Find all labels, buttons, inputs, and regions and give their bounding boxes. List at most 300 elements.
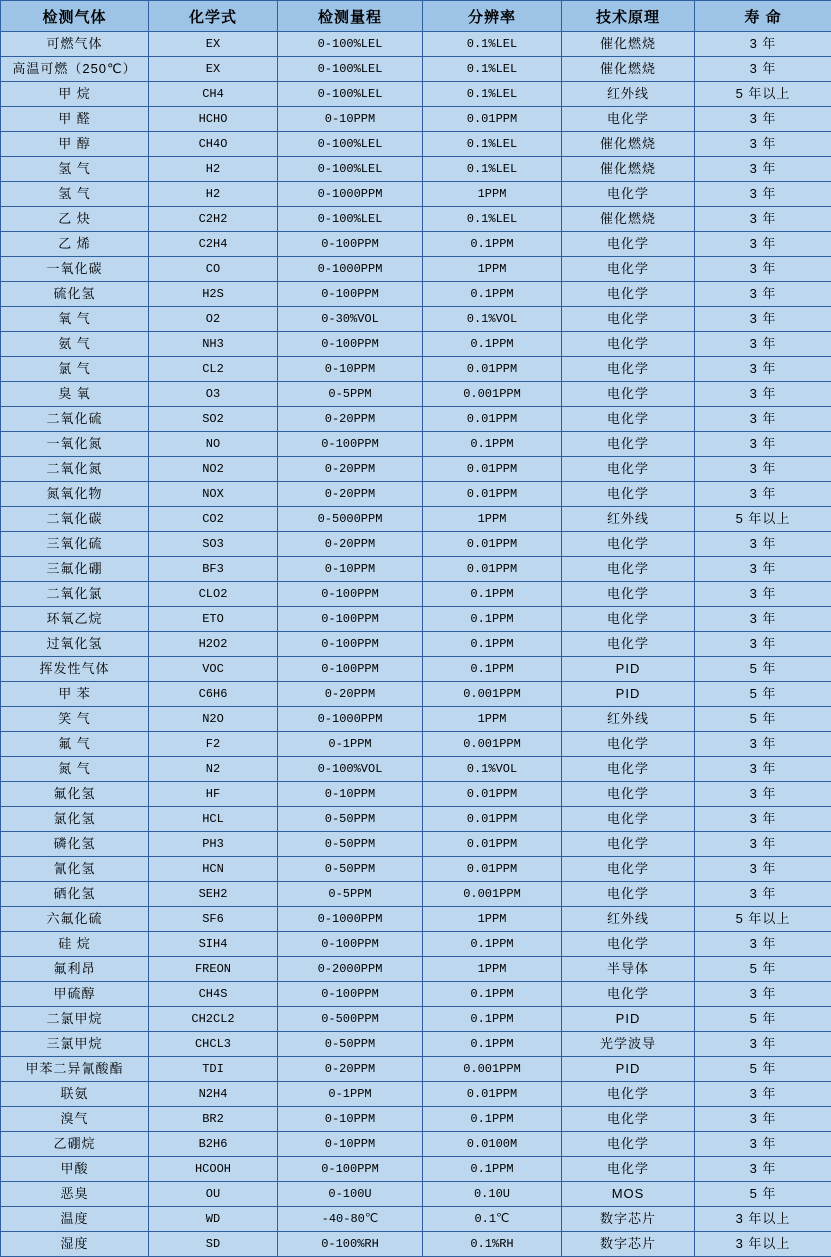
- cell-technology-principle: 电化学: [562, 632, 695, 657]
- cell-gas-name: 三氧化硫: [1, 532, 149, 557]
- cell-detection-range: 0-20PPM: [278, 482, 423, 507]
- cell-chemical-formula: SO3: [149, 532, 278, 557]
- cell-detection-range: 0-100%LEL: [278, 57, 423, 82]
- cell-resolution: 0.1%LEL: [423, 32, 562, 57]
- cell-gas-name: 环氧乙烷: [1, 607, 149, 632]
- cell-detection-range: 0-100U: [278, 1182, 423, 1207]
- cell-resolution: 0.1PPM: [423, 1107, 562, 1132]
- table-row: [1, 882, 831, 907]
- cell-detection-range: 0-50PPM: [278, 1032, 423, 1057]
- cell-detection-range: 0-100PPM: [278, 632, 423, 657]
- table-row: [1, 1107, 831, 1132]
- cell-gas-name: 氮 气: [1, 757, 149, 782]
- cell-chemical-formula: N2O: [149, 707, 278, 732]
- cell-chemical-formula: WD: [149, 1207, 278, 1232]
- cell-gas-name: 高温可燃（250℃）: [1, 57, 149, 82]
- cell-lifespan: 3 年: [695, 857, 831, 882]
- cell-gas-name: 氯化氢: [1, 807, 149, 832]
- cell-technology-principle: 催化燃烧: [562, 157, 695, 182]
- table-row: [1, 432, 831, 457]
- cell-detection-range: 0-100PPM: [278, 1157, 423, 1182]
- cell-lifespan: 5 年: [695, 1182, 831, 1207]
- cell-lifespan: 3 年: [695, 1157, 831, 1182]
- cell-detection-range: 0-100PPM: [278, 582, 423, 607]
- cell-technology-principle: 电化学: [562, 107, 695, 132]
- cell-technology-principle: 电化学: [562, 332, 695, 357]
- cell-detection-range: 0-1PPM: [278, 1082, 423, 1107]
- table-row: [1, 1132, 831, 1157]
- cell-gas-name: 恶臭: [1, 1182, 149, 1207]
- cell-lifespan: 5 年: [695, 657, 831, 682]
- cell-gas-name: 联氨: [1, 1082, 149, 1107]
- cell-technology-principle: 电化学: [562, 757, 695, 782]
- cell-lifespan: 3 年: [695, 757, 831, 782]
- cell-gas-name: 氟化氢: [1, 782, 149, 807]
- cell-technology-principle: 电化学: [562, 582, 695, 607]
- table-row: [1, 657, 831, 682]
- cell-resolution: 0.01PPM: [423, 557, 562, 582]
- cell-technology-principle: 电化学: [562, 782, 695, 807]
- cell-lifespan: 3 年: [695, 332, 831, 357]
- cell-gas-name: 六氟化硫: [1, 907, 149, 932]
- cell-detection-range: 0-50PPM: [278, 832, 423, 857]
- cell-resolution: 0.1PPM: [423, 607, 562, 632]
- cell-chemical-formula: H2O2: [149, 632, 278, 657]
- cell-resolution: 0.1PPM: [423, 432, 562, 457]
- cell-technology-principle: PID: [562, 682, 695, 707]
- cell-detection-range: 0-30%VOL: [278, 307, 423, 332]
- table-row: [1, 332, 831, 357]
- cell-technology-principle: PID: [562, 1057, 695, 1082]
- table-row: [1, 1182, 831, 1207]
- cell-chemical-formula: CO: [149, 257, 278, 282]
- cell-chemical-formula: CLO2: [149, 582, 278, 607]
- cell-resolution: 1PPM: [423, 707, 562, 732]
- column-header-detection-range: 检测量程: [278, 1, 423, 32]
- cell-resolution: 0.1PPM: [423, 1157, 562, 1182]
- cell-technology-principle: 电化学: [562, 457, 695, 482]
- cell-gas-name: 氢 气: [1, 182, 149, 207]
- cell-technology-principle: 红外线: [562, 82, 695, 107]
- cell-technology-principle: 电化学: [562, 1157, 695, 1182]
- cell-resolution: 1PPM: [423, 257, 562, 282]
- cell-lifespan: 5 年: [695, 1007, 831, 1032]
- cell-lifespan: 5 年以上: [695, 907, 831, 932]
- cell-resolution: 0.001PPM: [423, 732, 562, 757]
- cell-lifespan: 3 年: [695, 282, 831, 307]
- table-row: [1, 1157, 831, 1182]
- table-row: [1, 532, 831, 557]
- cell-chemical-formula: PH3: [149, 832, 278, 857]
- cell-chemical-formula: CH2CL2: [149, 1007, 278, 1032]
- cell-resolution: 0.01PPM: [423, 107, 562, 132]
- table-row: [1, 457, 831, 482]
- cell-detection-range: 0-1000PPM: [278, 182, 423, 207]
- cell-resolution: 0.1%LEL: [423, 82, 562, 107]
- cell-technology-principle: 电化学: [562, 832, 695, 857]
- cell-technology-principle: 电化学: [562, 557, 695, 582]
- cell-gas-name: 甲 醇: [1, 132, 149, 157]
- table-row: [1, 632, 831, 657]
- cell-gas-name: 甲 苯: [1, 682, 149, 707]
- cell-technology-principle: 电化学: [562, 932, 695, 957]
- cell-lifespan: 3 年: [695, 557, 831, 582]
- cell-detection-range: 0-5PPM: [278, 882, 423, 907]
- cell-gas-name: 湿度: [1, 1232, 149, 1257]
- cell-gas-name: 氯 气: [1, 357, 149, 382]
- cell-gas-name: 氰化氢: [1, 857, 149, 882]
- cell-chemical-formula: NH3: [149, 332, 278, 357]
- table-row: [1, 907, 831, 932]
- table-row: [1, 57, 831, 82]
- cell-technology-principle: 电化学: [562, 382, 695, 407]
- cell-resolution: 0.01PPM: [423, 482, 562, 507]
- cell-lifespan: 3 年: [695, 932, 831, 957]
- cell-chemical-formula: BF3: [149, 557, 278, 582]
- cell-gas-name: 氟 气: [1, 732, 149, 757]
- cell-lifespan: 5 年: [695, 682, 831, 707]
- cell-resolution: 0.1PPM: [423, 932, 562, 957]
- cell-chemical-formula: CHCL3: [149, 1032, 278, 1057]
- cell-detection-range: 0-20PPM: [278, 532, 423, 557]
- cell-resolution: 1PPM: [423, 907, 562, 932]
- cell-lifespan: 3 年: [695, 382, 831, 407]
- cell-gas-name: 甲苯二异氰酸酯: [1, 1057, 149, 1082]
- table-row: [1, 932, 831, 957]
- table-row: [1, 82, 831, 107]
- cell-detection-range: 0-10PPM: [278, 782, 423, 807]
- table-row: [1, 132, 831, 157]
- cell-technology-principle: 电化学: [562, 407, 695, 432]
- cell-chemical-formula: C2H4: [149, 232, 278, 257]
- cell-chemical-formula: OU: [149, 1182, 278, 1207]
- cell-gas-name: 三氯甲烷: [1, 1032, 149, 1057]
- cell-technology-principle: 数字芯片: [562, 1232, 695, 1257]
- cell-detection-range: 0-100%LEL: [278, 157, 423, 182]
- cell-chemical-formula: H2: [149, 182, 278, 207]
- cell-lifespan: 3 年: [695, 882, 831, 907]
- cell-detection-range: 0-100%LEL: [278, 82, 423, 107]
- cell-detection-range: 0-20PPM: [278, 682, 423, 707]
- cell-resolution: 0.01PPM: [423, 532, 562, 557]
- cell-resolution: 0.1%VOL: [423, 757, 562, 782]
- table-row: [1, 207, 831, 232]
- cell-gas-name: 一氧化氮: [1, 432, 149, 457]
- cell-chemical-formula: BR2: [149, 1107, 278, 1132]
- cell-resolution: 0.1PPM: [423, 582, 562, 607]
- cell-gas-name: 氮氧化物: [1, 482, 149, 507]
- cell-chemical-formula: C6H6: [149, 682, 278, 707]
- cell-detection-range: 0-10PPM: [278, 557, 423, 582]
- cell-detection-range: 0-20PPM: [278, 457, 423, 482]
- cell-resolution: 0.01PPM: [423, 832, 562, 857]
- cell-lifespan: 3 年: [695, 457, 831, 482]
- cell-resolution: 0.1PPM: [423, 982, 562, 1007]
- table-row: [1, 157, 831, 182]
- cell-gas-name: 溴气: [1, 1107, 149, 1132]
- cell-detection-range: 0-100PPM: [278, 932, 423, 957]
- cell-resolution: 0.001PPM: [423, 382, 562, 407]
- cell-lifespan: 3 年: [695, 182, 831, 207]
- cell-lifespan: 3 年: [695, 57, 831, 82]
- cell-technology-principle: 数字芯片: [562, 1207, 695, 1232]
- cell-resolution: 0.01PPM: [423, 807, 562, 832]
- cell-technology-principle: 电化学: [562, 282, 695, 307]
- cell-gas-name: 挥发性气体: [1, 657, 149, 682]
- cell-technology-principle: 红外线: [562, 507, 695, 532]
- cell-resolution: 1PPM: [423, 507, 562, 532]
- table-row: [1, 407, 831, 432]
- table-row: [1, 557, 831, 582]
- cell-gas-name: 硫化氢: [1, 282, 149, 307]
- cell-lifespan: 3 年: [695, 1082, 831, 1107]
- table-row: [1, 982, 831, 1007]
- cell-detection-range: 0-100PPM: [278, 657, 423, 682]
- cell-resolution: 1PPM: [423, 957, 562, 982]
- cell-resolution: 0.001PPM: [423, 682, 562, 707]
- table-row: [1, 1232, 831, 1257]
- cell-chemical-formula: NO2: [149, 457, 278, 482]
- cell-lifespan: 3 年: [695, 1107, 831, 1132]
- cell-resolution: 0.001PPM: [423, 882, 562, 907]
- cell-chemical-formula: ETO: [149, 607, 278, 632]
- cell-chemical-formula: EX: [149, 57, 278, 82]
- cell-technology-principle: 电化学: [562, 182, 695, 207]
- cell-technology-principle: 电化学: [562, 732, 695, 757]
- cell-gas-name: 磷化氢: [1, 832, 149, 857]
- cell-technology-principle: 电化学: [562, 607, 695, 632]
- table-row: [1, 182, 831, 207]
- cell-technology-principle: 电化学: [562, 232, 695, 257]
- cell-technology-principle: 电化学: [562, 807, 695, 832]
- cell-lifespan: 5 年以上: [695, 507, 831, 532]
- cell-gas-name: 乙 烯: [1, 232, 149, 257]
- cell-technology-principle: 催化燃烧: [562, 32, 695, 57]
- cell-gas-name: 氟利昂: [1, 957, 149, 982]
- cell-chemical-formula: NOX: [149, 482, 278, 507]
- cell-lifespan: 3 年以上: [695, 1207, 831, 1232]
- cell-chemical-formula: VOC: [149, 657, 278, 682]
- cell-detection-range: 0-1PPM: [278, 732, 423, 757]
- cell-lifespan: 3 年: [695, 132, 831, 157]
- cell-gas-name: 甲酸: [1, 1157, 149, 1182]
- cell-lifespan: 3 年: [695, 32, 831, 57]
- cell-chemical-formula: SIH4: [149, 932, 278, 957]
- cell-detection-range: 0-100PPM: [278, 982, 423, 1007]
- cell-lifespan: 3 年: [695, 532, 831, 557]
- cell-detection-range: 0-100PPM: [278, 232, 423, 257]
- table-header: [1, 1, 831, 32]
- cell-gas-name: 过氧化氢: [1, 632, 149, 657]
- cell-detection-range: 0-10PPM: [278, 1132, 423, 1157]
- cell-technology-principle: 电化学: [562, 1107, 695, 1132]
- cell-technology-principle: 电化学: [562, 982, 695, 1007]
- cell-technology-principle: 电化学: [562, 1132, 695, 1157]
- cell-resolution: 0.1%LEL: [423, 57, 562, 82]
- cell-resolution: 0.1PPM: [423, 657, 562, 682]
- column-header-resolution: 分辨率: [423, 1, 562, 32]
- table-row: [1, 1207, 831, 1232]
- cell-chemical-formula: EX: [149, 32, 278, 57]
- cell-detection-range: 0-5000PPM: [278, 507, 423, 532]
- cell-lifespan: 3 年: [695, 257, 831, 282]
- cell-chemical-formula: O3: [149, 382, 278, 407]
- cell-detection-range: 0-1000PPM: [278, 907, 423, 932]
- cell-chemical-formula: HF: [149, 782, 278, 807]
- cell-lifespan: 3 年: [695, 582, 831, 607]
- cell-chemical-formula: CO2: [149, 507, 278, 532]
- cell-gas-name: 甲 醛: [1, 107, 149, 132]
- cell-detection-range: 0-100PPM: [278, 432, 423, 457]
- table-row: [1, 1032, 831, 1057]
- cell-lifespan: 3 年: [695, 157, 831, 182]
- cell-technology-principle: 电化学: [562, 857, 695, 882]
- cell-detection-range: 0-100PPM: [278, 282, 423, 307]
- cell-lifespan: 5 年: [695, 957, 831, 982]
- cell-lifespan: 3 年: [695, 357, 831, 382]
- cell-gas-name: 温度: [1, 1207, 149, 1232]
- cell-lifespan: 3 年: [695, 207, 831, 232]
- cell-resolution: 0.01PPM: [423, 857, 562, 882]
- cell-technology-principle: 电化学: [562, 357, 695, 382]
- cell-chemical-formula: SO2: [149, 407, 278, 432]
- cell-resolution: 0.10U: [423, 1182, 562, 1207]
- table-row: [1, 707, 831, 732]
- table-row: [1, 582, 831, 607]
- cell-lifespan: 3 年: [695, 432, 831, 457]
- cell-lifespan: 5 年: [695, 707, 831, 732]
- cell-resolution: 0.1PPM: [423, 332, 562, 357]
- table-row: [1, 232, 831, 257]
- table-row: [1, 357, 831, 382]
- cell-gas-name: 三氟化硼: [1, 557, 149, 582]
- cell-gas-name: 二氧化碳: [1, 507, 149, 532]
- cell-resolution: 0.01PPM: [423, 407, 562, 432]
- cell-gas-name: 二氧化氯: [1, 582, 149, 607]
- cell-gas-name: 二氧化硫: [1, 407, 149, 432]
- cell-gas-name: 二氧化氮: [1, 457, 149, 482]
- cell-chemical-formula: HCN: [149, 857, 278, 882]
- cell-chemical-formula: CH4S: [149, 982, 278, 1007]
- cell-detection-range: -40-80℃: [278, 1207, 423, 1232]
- cell-technology-principle: 电化学: [562, 432, 695, 457]
- cell-gas-name: 笑 气: [1, 707, 149, 732]
- cell-gas-name: 甲 烷: [1, 82, 149, 107]
- table-row: [1, 32, 831, 57]
- cell-technology-principle: 半导体: [562, 957, 695, 982]
- cell-detection-range: 0-100%LEL: [278, 132, 423, 157]
- cell-resolution: 0.01PPM: [423, 782, 562, 807]
- cell-gas-name: 乙 炔: [1, 207, 149, 232]
- column-header-gas-name: 检测气体: [1, 1, 149, 32]
- cell-technology-principle: 催化燃烧: [562, 57, 695, 82]
- cell-lifespan: 3 年: [695, 232, 831, 257]
- cell-gas-name: 可燃气体: [1, 32, 149, 57]
- cell-detection-range: 0-10PPM: [278, 1107, 423, 1132]
- cell-resolution: 0.1PPM: [423, 282, 562, 307]
- cell-detection-range: 0-2000PPM: [278, 957, 423, 982]
- table-row: [1, 482, 831, 507]
- cell-chemical-formula: HCL: [149, 807, 278, 832]
- cell-chemical-formula: SF6: [149, 907, 278, 932]
- cell-gas-name: 氧 气: [1, 307, 149, 332]
- cell-lifespan: 3 年: [695, 782, 831, 807]
- cell-technology-principle: 光学波导: [562, 1032, 695, 1057]
- cell-chemical-formula: FREON: [149, 957, 278, 982]
- table-row: [1, 107, 831, 132]
- cell-chemical-formula: N2: [149, 757, 278, 782]
- cell-chemical-formula: CH4: [149, 82, 278, 107]
- cell-lifespan: 3 年: [695, 407, 831, 432]
- cell-detection-range: 0-100PPM: [278, 607, 423, 632]
- cell-gas-name: 二氯甲烷: [1, 1007, 149, 1032]
- cell-gas-name: 氢 气: [1, 157, 149, 182]
- cell-technology-principle: 催化燃烧: [562, 132, 695, 157]
- cell-detection-range: 0-500PPM: [278, 1007, 423, 1032]
- cell-gas-name: 乙硼烷: [1, 1132, 149, 1157]
- cell-resolution: 0.1%LEL: [423, 132, 562, 157]
- cell-gas-name: 氨 气: [1, 332, 149, 357]
- cell-detection-range: 0-10PPM: [278, 357, 423, 382]
- table-row: [1, 957, 831, 982]
- cell-lifespan: 3 年: [695, 807, 831, 832]
- cell-lifespan: 3 年: [695, 307, 831, 332]
- cell-lifespan: 3 年: [695, 732, 831, 757]
- cell-gas-name: 臭 氧: [1, 382, 149, 407]
- cell-resolution: 0.1PPM: [423, 1007, 562, 1032]
- cell-technology-principle: MOS: [562, 1182, 695, 1207]
- cell-chemical-formula: H2: [149, 157, 278, 182]
- cell-chemical-formula: HCHO: [149, 107, 278, 132]
- cell-resolution: 0.01PPM: [423, 1082, 562, 1107]
- cell-chemical-formula: CL2: [149, 357, 278, 382]
- cell-resolution: 0.1℃: [423, 1207, 562, 1232]
- cell-chemical-formula: SEH2: [149, 882, 278, 907]
- cell-detection-range: 0-100%LEL: [278, 32, 423, 57]
- cell-detection-range: 0-20PPM: [278, 407, 423, 432]
- column-header-lifespan: 寿 命: [695, 1, 831, 32]
- cell-resolution: 0.1PPM: [423, 632, 562, 657]
- table-row: [1, 832, 831, 857]
- cell-technology-principle: 红外线: [562, 707, 695, 732]
- cell-chemical-formula: TDI: [149, 1057, 278, 1082]
- cell-chemical-formula: O2: [149, 307, 278, 332]
- table-body: [1, 32, 831, 1257]
- table-row: [1, 382, 831, 407]
- cell-lifespan: 3 年: [695, 632, 831, 657]
- cell-gas-name: 硅 烷: [1, 932, 149, 957]
- column-header-technology-principle: 技术原理: [562, 1, 695, 32]
- cell-chemical-formula: F2: [149, 732, 278, 757]
- table-row: [1, 307, 831, 332]
- cell-chemical-formula: NO: [149, 432, 278, 457]
- cell-chemical-formula: H2S: [149, 282, 278, 307]
- cell-technology-principle: 电化学: [562, 257, 695, 282]
- cell-technology-principle: 电化学: [562, 482, 695, 507]
- table-row: [1, 282, 831, 307]
- cell-resolution: 0.001PPM: [423, 1057, 562, 1082]
- cell-resolution: 0.0100M: [423, 1132, 562, 1157]
- cell-lifespan: 3 年: [695, 482, 831, 507]
- column-header-chemical-formula: 化学式: [149, 1, 278, 32]
- table-row: [1, 607, 831, 632]
- cell-resolution: 0.1PPM: [423, 1032, 562, 1057]
- cell-gas-name: 一氧化碳: [1, 257, 149, 282]
- cell-lifespan: 3 年: [695, 107, 831, 132]
- cell-technology-principle: 电化学: [562, 1082, 695, 1107]
- table-row: [1, 1057, 831, 1082]
- cell-detection-range: 0-10PPM: [278, 107, 423, 132]
